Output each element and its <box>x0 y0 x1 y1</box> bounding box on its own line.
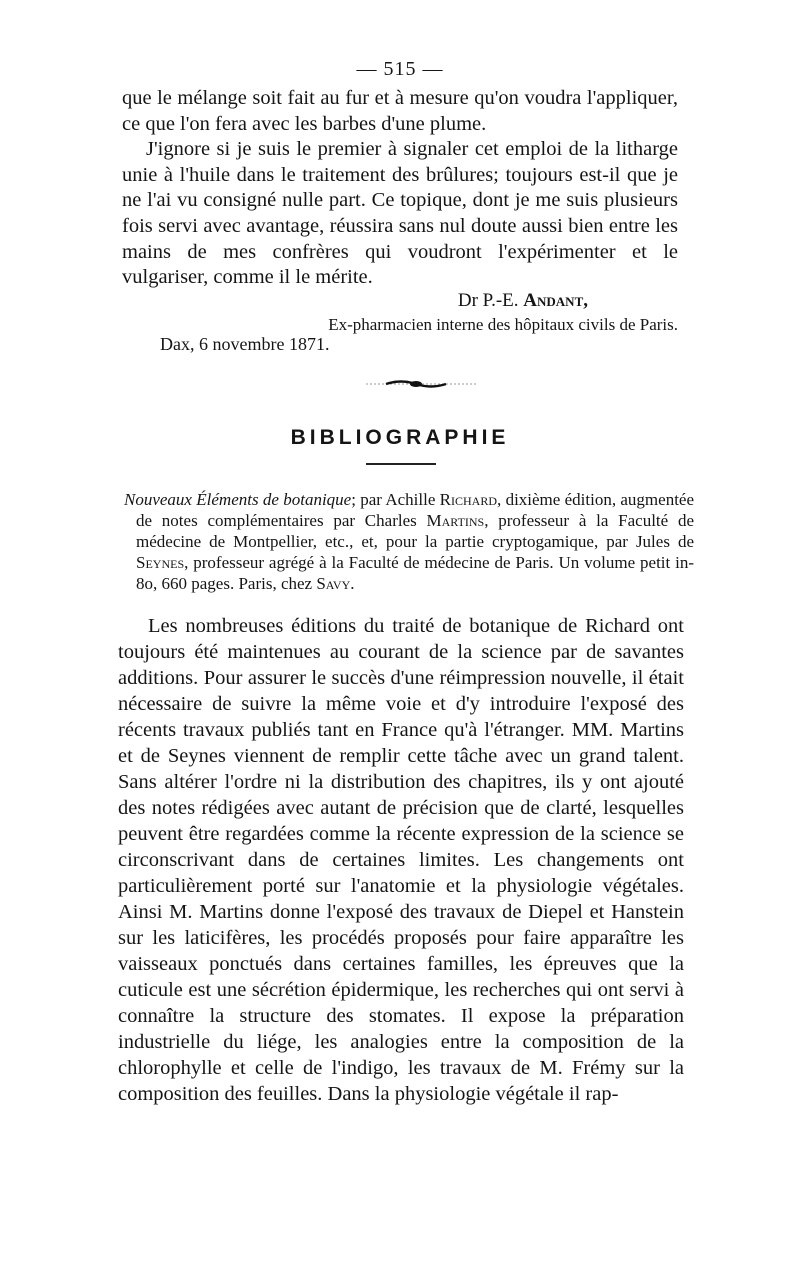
place-date: Dax, 6 novembre 1871. <box>160 334 330 354</box>
signature-name <box>122 289 678 313</box>
biblio-text: ; par Achille <box>351 490 440 509</box>
biblio-text: , professeur à la Faculté de médecine de Montpellier, etc., et, pour la partie cryptogamique, par Jules de <box>136 511 694 551</box>
review-text <box>118 613 684 1107</box>
biblio-text: , dixième édition, augmentée de notes complémentaires par Charles <box>136 490 695 530</box>
editor-name: Seynes <box>136 553 185 572</box>
publisher-name: Savy <box>316 574 351 593</box>
section-title: BIBLIOGRAPHIE <box>290 426 510 449</box>
bibliography-reference <box>124 489 694 594</box>
title-rule <box>366 463 436 465</box>
ornament-divider <box>366 378 476 390</box>
page-number: — 515 — <box>356 58 444 80</box>
signature-block <box>122 289 678 337</box>
letter-paragraph: que le mélange soit fait au fur et à mesure qu'on voudra l'appliquer, ce que l'on fera avec les barbes d'une plume. <box>122 87 678 135</box>
signature-prefix: Dr P.-E. <box>457 290 524 311</box>
review-paragraph: Les nombreuses éditions du traité de botanique de Richard ont toujours été maintenues au courant de la science par de savantes additions. Pour assurer le succès d'une réimpression nouvelle, il était nécessaire de suivre la même voie et d'y introduire l'exposé des récents travaux publiés tant en France qu'à l'étranger. MM. Martins et de Seynes viennent de remplir cette tâche avec un grand talent. Sans altérer l'ordre ni la distribution des chapitres, ils y ont ajouté des notes rédigées avec autant de précision que de clarté, lesquelles peuvent être regardées comme la récente expression de la science se circonscrivant dans de certaines limites. Les changements ont particulièrement porté sur l'anatomie et la physiologie végétales. Ainsi M. Martins donne l'exposé des travaux de Diepel et Hanstein sur les laticifères, les procédés proposés pour faire apparaître les vaisseaux ponctués dans certaines familles, les épreuves que la cuticule est une sécrétion épidermique, les recherches qui ont servi à connaître la structure des stomates. Il expose la préparation industrielle du liége, les analogies entre la composition de la chlorophylle et celle de l'indigo, les travaux de M. Frémy sur la composition des feuilles. Dans la physiologie végétale il rap- <box>118 615 684 1105</box>
biblio-text: , professeur agrégé à la Faculté de médecine de Paris. Un volume petit in-8o, 660 pages. Paris, chez <box>136 553 694 593</box>
signature-title: Ex-pharmacien interne des hôpitaux civils de Paris. <box>328 315 678 334</box>
author-name: Richard <box>439 490 498 509</box>
editor-name: Martins <box>426 511 485 530</box>
book-title: Nouveaux Éléments de botanique <box>124 490 352 509</box>
letter-text <box>122 86 678 291</box>
biblio-text: . <box>350 574 355 593</box>
letter-paragraph: J'ignore si je suis le premier à signaler cet emploi de la litharge unie à l'huile dans le traitement des brûlures; toujours est-il que je ne l'ai vu consigné nulle part. Ce topique, dont je me suis plusieurs fois servi avec avantage, réussira sans nul doute aussi bien entre les mains de mes confrères qui voudront l'expérimenter et le vulgariser, comme il le mérite. <box>122 138 678 289</box>
signature-surname: Andant, <box>523 290 588 311</box>
